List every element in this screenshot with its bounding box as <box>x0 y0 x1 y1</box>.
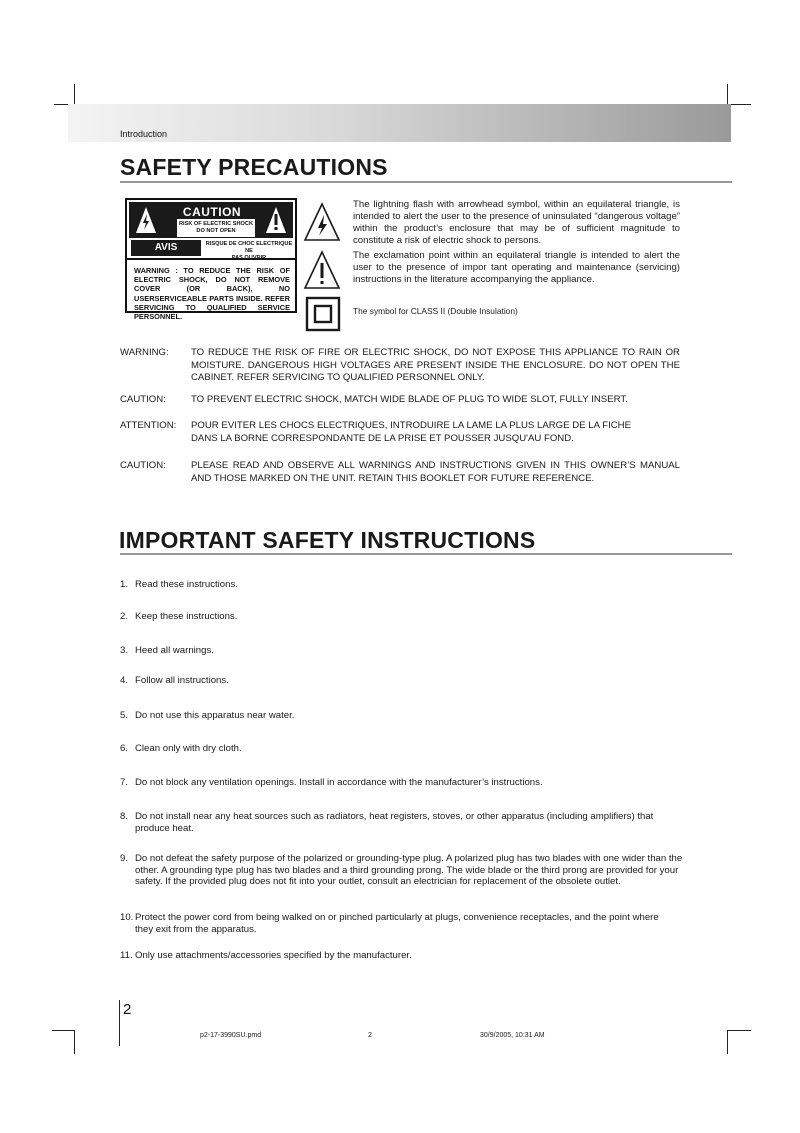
instruction-item <box>120 912 670 935</box>
instruction-item <box>120 579 685 591</box>
footer-date: 30/9/2005, 10:31 AM <box>480 1032 545 1039</box>
warning-label: WARNING: <box>120 347 169 358</box>
margin-line <box>119 1000 120 1046</box>
instruction-text: Do not install near any heat sources such as radiators, heat registers, stoves, or other apparatus (including amplifiers) that produce heat. <box>135 811 654 834</box>
instruction-text: Clean only with dry cloth. <box>135 743 242 754</box>
caution-warning-text: WARNING : TO REDUCE THE RISK OF ELECTRIC SHOCK, DO NOT REMOVE COVER (OR BACK), NO USERSERVICEABLE PARTS INSIDE. REFER SERVICING TO QUALIFIED SERVICE PERSONNEL. <box>134 266 290 322</box>
exclamation-triangle-icon <box>303 250 341 290</box>
instruction-text: Keep these instructions. <box>135 611 238 622</box>
safety-title: SAFETY PRECAUTIONS <box>120 154 388 180</box>
exclamation-triangle-icon <box>265 206 287 234</box>
instruction-number: 4. <box>120 675 129 686</box>
instruction-text: Do not defeat the safety purpose of the polarized or grounding-type plug. A polarized plug has two blades with one wider than the other. A grounding type plug has two blades and a third grounding prong. The wide blade or the third prong are provided for your safety. If the provided plug does not fit into your outlet, consult an electrician for replacement of the obsolete outlet. <box>135 853 683 887</box>
instruction-item <box>120 645 685 657</box>
double-square-icon <box>305 296 341 332</box>
instruction-text: Only use attachments/accessories specified by the manufacturer. <box>135 950 412 961</box>
instruction-text: Protect the power cord from being walked on or pinched particularly at plugs, convenience receptacles, and the point where they exit from the apparatus. <box>135 912 659 935</box>
crop-mark <box>74 84 75 104</box>
class-ii-symbol-text: The symbol for CLASS II (Double Insulation) <box>353 306 518 316</box>
instruction-number: 2. <box>120 611 129 622</box>
crop-mark <box>727 84 728 104</box>
footer-file: p2-17-3990SU.pmd <box>200 1032 262 1039</box>
avis-french-text <box>205 240 293 256</box>
avis-row <box>129 240 293 256</box>
attention-label: ATTENTION: <box>120 420 177 431</box>
lightning-symbol-text: The lightning flash with arrowhead symbol, within an equilateral triangle, is intended to alert the user to the presence of uninsulated “dangerous voltage” within the product’s enclosure that may be of sufficient magnitude to constitute a risk of electric shock to persons. <box>353 199 680 246</box>
page-number: 2 <box>123 1001 132 1018</box>
crop-mark <box>727 1030 728 1054</box>
instruction-text: Follow all instructions. <box>135 675 229 686</box>
instruction-number: 11. <box>120 950 133 961</box>
instruction-item <box>120 611 685 623</box>
caution-label <box>125 198 297 322</box>
avis-french-line: RISQUE DE CHOC ELECTRIQUE NE <box>205 241 293 254</box>
instruction-number: 7. <box>120 777 129 788</box>
lightning-triangle-icon <box>303 202 341 242</box>
instruction-item <box>120 811 680 834</box>
caution-word: CAUTION <box>182 205 242 219</box>
caution-manual-label: CAUTION: <box>120 460 166 471</box>
section-label: Introduction <box>120 129 168 139</box>
exclamation-symbol-text: The exclamation point within an equilateral triangle is intended to alert the user to the presence of impor tant operating and maintenance (servicing) instructions in the literature accompanying the appliance. <box>353 250 680 285</box>
caution-label-top <box>129 202 293 238</box>
instructions-title: IMPORTANT SAFETY INSTRUCTIONS <box>119 527 536 553</box>
instruction-item <box>120 950 685 962</box>
instruction-number: 5. <box>120 710 129 721</box>
instruction-item <box>120 675 685 687</box>
instruction-number: 10. <box>120 912 134 923</box>
footer-page: 2 <box>368 1032 372 1039</box>
crop-mark <box>52 1030 74 1031</box>
warning-text: TO REDUCE THE RISK OF FIRE OR ELECTRIC SHOCK, DO NOT EXPOSE THIS APPLIANCE TO RAIN OR MOISTURE. DANGEROUS HIGH VOLTAGES ARE PRESENT INSIDE THE ENCLOSURE. DO NOT OPEN THE CABINET. REFER SERVICING TO QUALIFIED PERSONNEL ONLY. <box>191 347 680 383</box>
caution-plug-label: CAUTION: <box>120 394 166 405</box>
instruction-text: Do not block any ventilation openings. Install in accordance with the manufacturer’s instructions. <box>135 777 543 788</box>
title-rule <box>120 181 732 183</box>
attention-text: POUR EVITER LES CHOCS ELECTRIQUES, INTRODUIRE LA LAME LA PLUS LARGE DE LA FICHE DANS LA BORNE CORRESPONDANTE DE LA PRISE ET POUSSER JUSQU'AU FOND. <box>191 420 631 444</box>
crop-mark <box>727 1030 751 1031</box>
caution-plug-text: TO PREVENT ELECTRIC SHOCK, MATCH WIDE BLADE OF PLUG TO WIDE SLOT, FULLY INSERT. <box>191 394 628 405</box>
title-rule <box>120 553 732 555</box>
instruction-text: Do not use this apparatus near water. <box>135 710 295 721</box>
instruction-number: 8. <box>120 811 129 822</box>
instruction-item <box>120 743 685 755</box>
instruction-item <box>120 853 685 888</box>
instruction-item <box>120 777 685 789</box>
instruction-number: 3. <box>120 645 129 656</box>
caution-english-text <box>177 219 255 237</box>
caution-divider <box>127 258 295 260</box>
crop-mark <box>74 1030 75 1054</box>
instruction-text: Heed all warnings. <box>135 645 214 656</box>
lightning-triangle-icon <box>135 206 157 234</box>
caution-english-line: RISK OF ELECTRIC SHOCK <box>179 221 253 227</box>
avis-word: AVIS <box>131 240 201 256</box>
instruction-number: 9. <box>120 853 129 864</box>
instruction-number: 6. <box>120 743 129 754</box>
instruction-item <box>120 710 685 722</box>
instruction-text: Read these instructions. <box>135 579 238 590</box>
header-band <box>68 104 731 142</box>
crop-mark <box>731 104 751 105</box>
caution-english-line: DO NOT OPEN <box>196 228 236 234</box>
instruction-number: 1. <box>120 579 129 590</box>
caution-manual-text: PLEASE READ AND OBSERVE ALL WARNINGS AND INSTRUCTIONS GIVEN IN THIS OWNER’S MANUAL AND THOSE MARKED ON THE UNIT. RETAIN THIS BOOKLET FOR FUTURE REFERENCE. <box>191 460 680 484</box>
